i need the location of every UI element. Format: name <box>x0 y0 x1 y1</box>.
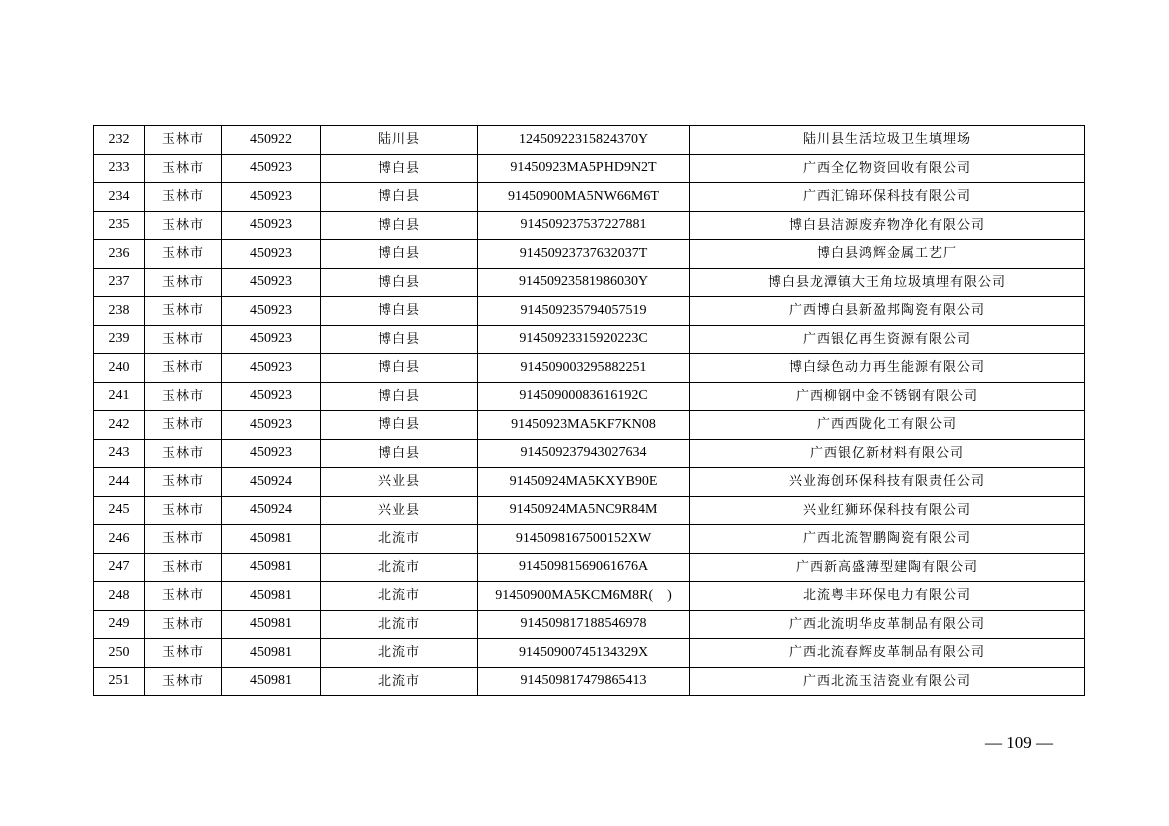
county-cell: 博白县 <box>321 268 478 297</box>
credit-code-cell: 91450923581986030Y <box>478 268 690 297</box>
table-row <box>94 639 1085 668</box>
row-number-cell: 245 <box>94 496 145 525</box>
row-number-cell: 239 <box>94 325 145 354</box>
credit-code-cell: 12450922315824370Y <box>478 126 690 155</box>
area-code-cell: 450923 <box>222 325 321 354</box>
row-number-cell: 247 <box>94 553 145 582</box>
county-cell: 博白县 <box>321 297 478 326</box>
county-cell: 北流市 <box>321 553 478 582</box>
county-cell: 北流市 <box>321 525 478 554</box>
credit-code-cell: 914509237943027634 <box>478 439 690 468</box>
company-name-cell: 博白县龙潭镇大王角垃圾填埋有限公司 <box>690 268 1085 297</box>
county-cell: 博白县 <box>321 354 478 383</box>
credit-code-cell: 91450900MA5NW66M6T <box>478 183 690 212</box>
table-row <box>94 240 1085 269</box>
city-cell: 玉林市 <box>145 496 222 525</box>
company-name-cell: 陆川县生活垃圾卫生填埋场 <box>690 126 1085 155</box>
row-number-cell: 232 <box>94 126 145 155</box>
city-cell: 玉林市 <box>145 154 222 183</box>
city-cell: 玉林市 <box>145 667 222 696</box>
credit-code-cell: 91450923MA5KF7KN08 <box>478 411 690 440</box>
row-number-cell: 241 <box>94 382 145 411</box>
table-row <box>94 297 1085 326</box>
credit-code-cell: 9145098167500152XW <box>478 525 690 554</box>
county-cell: 博白县 <box>321 154 478 183</box>
city-cell: 玉林市 <box>145 439 222 468</box>
row-number-cell: 237 <box>94 268 145 297</box>
city-cell: 玉林市 <box>145 354 222 383</box>
county-cell: 博白县 <box>321 240 478 269</box>
area-code-cell: 450923 <box>222 240 321 269</box>
county-cell: 兴业县 <box>321 468 478 497</box>
row-number-cell: 233 <box>94 154 145 183</box>
city-cell: 玉林市 <box>145 240 222 269</box>
county-cell: 博白县 <box>321 382 478 411</box>
city-cell: 玉林市 <box>145 411 222 440</box>
company-name-cell: 广西北流玉洁瓷业有限公司 <box>690 667 1085 696</box>
county-cell: 博白县 <box>321 183 478 212</box>
enterprise-table <box>93 125 1085 696</box>
city-cell: 玉林市 <box>145 325 222 354</box>
table-row <box>94 183 1085 212</box>
table-row <box>94 411 1085 440</box>
table-row <box>94 382 1085 411</box>
credit-code-cell: 91450924MA5KXYB90E <box>478 468 690 497</box>
row-number-cell: 235 <box>94 211 145 240</box>
credit-code-cell: 91450923315920223C <box>478 325 690 354</box>
credit-code-cell: 914509235794057519 <box>478 297 690 326</box>
table-row <box>94 610 1085 639</box>
city-cell: 玉林市 <box>145 610 222 639</box>
area-code-cell: 450981 <box>222 553 321 582</box>
row-number-cell: 242 <box>94 411 145 440</box>
credit-code-cell: 91450923MA5PHD9N2T <box>478 154 690 183</box>
credit-code-cell: 914509003295882251 <box>478 354 690 383</box>
table-row <box>94 325 1085 354</box>
area-code-cell: 450981 <box>222 582 321 611</box>
table-row <box>94 268 1085 297</box>
company-name-cell: 博白县鸿辉金属工艺厂 <box>690 240 1085 269</box>
table-row <box>94 468 1085 497</box>
city-cell: 玉林市 <box>145 297 222 326</box>
city-cell: 玉林市 <box>145 582 222 611</box>
city-cell: 玉林市 <box>145 382 222 411</box>
credit-code-cell: 91450981569061676A <box>478 553 690 582</box>
company-name-cell: 兴业海创环保科技有限责任公司 <box>690 468 1085 497</box>
area-code-cell: 450922 <box>222 126 321 155</box>
company-name-cell: 广西北流春辉皮革制品有限公司 <box>690 639 1085 668</box>
row-number-cell: 234 <box>94 183 145 212</box>
company-name-cell: 兴业红狮环保科技有限公司 <box>690 496 1085 525</box>
company-name-cell: 广西西陇化工有限公司 <box>690 411 1085 440</box>
row-number-cell: 251 <box>94 667 145 696</box>
company-name-cell: 广西银亿再生资源有限公司 <box>690 325 1085 354</box>
city-cell: 玉林市 <box>145 183 222 212</box>
credit-code-cell: 914509237537227881 <box>478 211 690 240</box>
row-number-cell: 244 <box>94 468 145 497</box>
credit-code-cell: 91450900083616192C <box>478 382 690 411</box>
area-code-cell: 450924 <box>222 468 321 497</box>
table-row <box>94 439 1085 468</box>
row-number-cell: 246 <box>94 525 145 554</box>
credit-code-cell: 914509817479865413 <box>478 667 690 696</box>
credit-code-cell: 91450900MA5KCM6M8R( ) <box>478 582 690 611</box>
row-number-cell: 240 <box>94 354 145 383</box>
county-cell: 博白县 <box>321 325 478 354</box>
company-name-cell: 广西新高盛薄型建陶有限公司 <box>690 553 1085 582</box>
table-row <box>94 154 1085 183</box>
area-code-cell: 450923 <box>222 411 321 440</box>
county-cell: 北流市 <box>321 639 478 668</box>
company-name-cell: 广西汇锦环保科技有限公司 <box>690 183 1085 212</box>
area-code-cell: 450923 <box>222 439 321 468</box>
table-row <box>94 525 1085 554</box>
table-row <box>94 211 1085 240</box>
table-row <box>94 553 1085 582</box>
city-cell: 玉林市 <box>145 268 222 297</box>
county-cell: 博白县 <box>321 211 478 240</box>
table-row <box>94 582 1085 611</box>
county-cell: 北流市 <box>321 610 478 639</box>
city-cell: 玉林市 <box>145 211 222 240</box>
credit-code-cell: 91450900745134329X <box>478 639 690 668</box>
page-number: — 109 — <box>985 733 1053 752</box>
row-number-cell: 238 <box>94 297 145 326</box>
table-body <box>94 126 1085 696</box>
area-code-cell: 450981 <box>222 667 321 696</box>
area-code-cell: 450923 <box>222 183 321 212</box>
row-number-cell: 243 <box>94 439 145 468</box>
company-name-cell: 广西北流智鹏陶瓷有限公司 <box>690 525 1085 554</box>
company-name-cell: 广西北流明华皮革制品有限公司 <box>690 610 1085 639</box>
area-code-cell: 450923 <box>222 354 321 383</box>
area-code-cell: 450981 <box>222 610 321 639</box>
table-row <box>94 496 1085 525</box>
row-number-cell: 248 <box>94 582 145 611</box>
table-row <box>94 126 1085 155</box>
city-cell: 玉林市 <box>145 525 222 554</box>
row-number-cell: 250 <box>94 639 145 668</box>
area-code-cell: 450923 <box>222 297 321 326</box>
row-number-cell: 236 <box>94 240 145 269</box>
area-code-cell: 450923 <box>222 268 321 297</box>
credit-code-cell: 914509817188546978 <box>478 610 690 639</box>
area-code-cell: 450981 <box>222 639 321 668</box>
county-cell: 兴业县 <box>321 496 478 525</box>
county-cell: 博白县 <box>321 439 478 468</box>
credit-code-cell: 91450923737632037T <box>478 240 690 269</box>
company-name-cell: 广西银亿新材料有限公司 <box>690 439 1085 468</box>
county-cell: 博白县 <box>321 411 478 440</box>
area-code-cell: 450924 <box>222 496 321 525</box>
row-number-cell: 249 <box>94 610 145 639</box>
company-name-cell: 博白县洁源废弃物净化有限公司 <box>690 211 1085 240</box>
company-name-cell: 广西柳钢中金不锈钢有限公司 <box>690 382 1085 411</box>
area-code-cell: 450981 <box>222 525 321 554</box>
county-cell: 陆川县 <box>321 126 478 155</box>
city-cell: 玉林市 <box>145 126 222 155</box>
area-code-cell: 450923 <box>222 211 321 240</box>
company-name-cell: 广西全亿物资回收有限公司 <box>690 154 1085 183</box>
company-name-cell: 博白绿色动力再生能源有限公司 <box>690 354 1085 383</box>
table-row <box>94 667 1085 696</box>
company-name-cell: 北流粤丰环保电力有限公司 <box>690 582 1085 611</box>
table-row <box>94 354 1085 383</box>
credit-code-cell: 91450924MA5NC9R84M <box>478 496 690 525</box>
area-code-cell: 450923 <box>222 382 321 411</box>
company-name-cell: 广西博白县新盈邦陶瓷有限公司 <box>690 297 1085 326</box>
county-cell: 北流市 <box>321 582 478 611</box>
city-cell: 玉林市 <box>145 639 222 668</box>
city-cell: 玉林市 <box>145 553 222 582</box>
county-cell: 北流市 <box>321 667 478 696</box>
city-cell: 玉林市 <box>145 468 222 497</box>
area-code-cell: 450923 <box>222 154 321 183</box>
